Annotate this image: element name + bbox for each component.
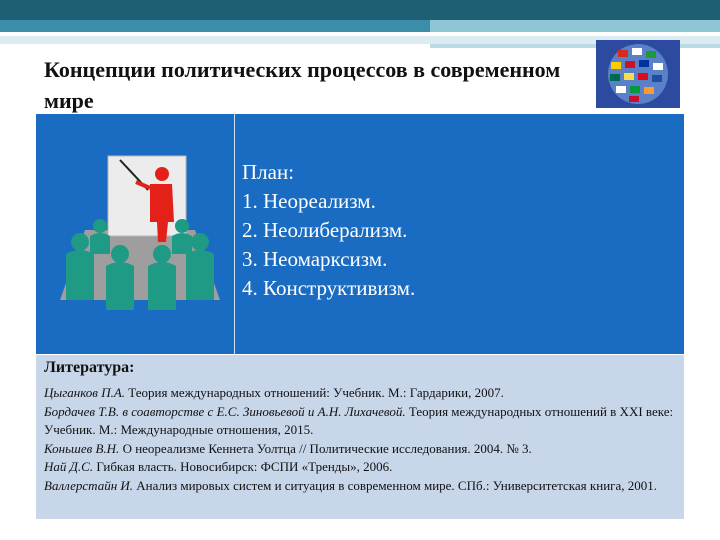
ref-author: Цыганков П.А.: [44, 385, 126, 400]
slide-title: Концепции политических процессов в современном мире: [44, 57, 561, 113]
ref-text: Анализ мировых систем и ситуация в современном мире. СПб.: Университетская книга, 2001.: [133, 477, 657, 493]
ref-author: Валлерстайн И.: [44, 477, 134, 493]
plan-item: 4. Конструктивизм.: [242, 276, 416, 300]
literature-list: [44, 384, 676, 495]
ref-text: Теория международных отношений в XXI веке: Учебник. М.: Международные отношения, 2015.: [44, 403, 674, 437]
ref-text: О неореализме Кеннета Уолтца // Политические исследования. 2004. № 3.: [119, 440, 532, 456]
flags-globe-image: [596, 40, 680, 108]
plan-heading: План:: [242, 160, 295, 184]
ref-text: Гибкая власть. Новосибирск: ФСПИ «Тренды», 2006.: [93, 459, 393, 474]
plan-item: 2. Неолиберализм.: [242, 218, 408, 242]
ref-author: Най Д.С.: [44, 459, 94, 474]
literature-heading: Литература:: [44, 359, 135, 376]
ref-author: Бордачев Т.В. в соавторстве с Е.С. Зиновьевой и А.Н. Лихачевой.: [44, 403, 406, 419]
header-band-accent: [430, 20, 720, 32]
panel-divider: [234, 114, 235, 354]
presentation-clipart: [50, 150, 230, 320]
header-band-dark: [0, 0, 720, 20]
presenter-audience-icon: [50, 150, 230, 320]
plan-item: 1. Неореализм.: [242, 189, 376, 213]
plan-item: 3. Неомарксизм.: [242, 247, 388, 271]
literature-item: [44, 458, 676, 477]
globe-icon: [596, 40, 680, 108]
ref-author: Коньшев В.Н.: [44, 440, 120, 456]
plan-block: [242, 158, 415, 303]
literature-item: [44, 384, 676, 403]
literature-item: [44, 477, 676, 496]
literature-item: [44, 440, 676, 459]
ref-text: Теория международных отношений: Учебник. М.: Гардарики, 2007.: [125, 385, 504, 400]
literature-item: [44, 403, 676, 440]
